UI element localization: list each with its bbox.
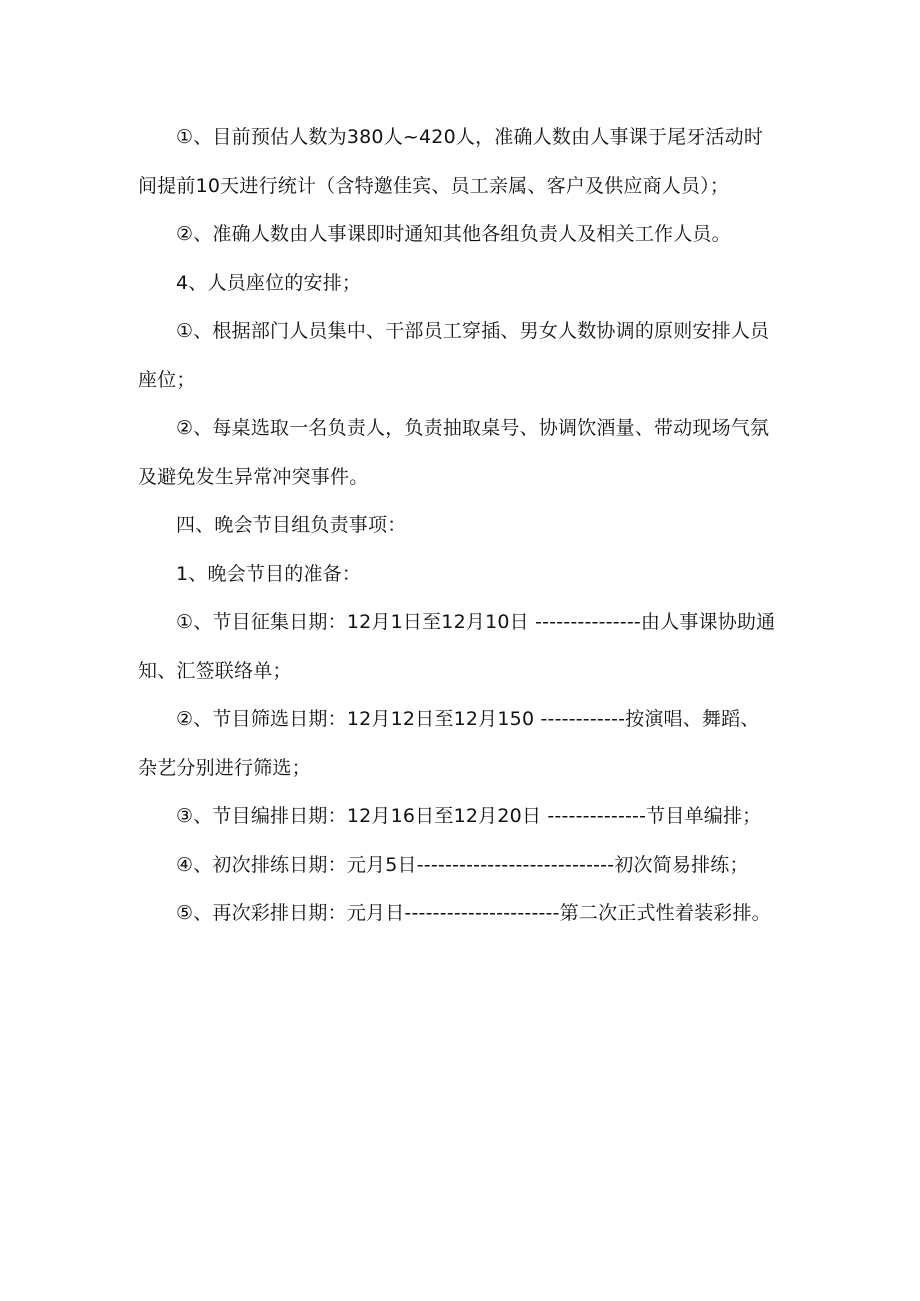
- paragraph-seating-principle: ①、根据部门人员集中、干部员工穿插、男女人数协调的原则安排人员座位；: [138, 320, 770, 391]
- paragraph-first-rehearsal: ④、初次排练日期：元月5日----------------------------初次简易排练；: [176, 853, 749, 876]
- document-body: [138, 113, 778, 938]
- section-heading-seating: 4、人员座位的安排；: [176, 271, 362, 294]
- section-heading-program-group: 四、晚会节目组负责事项：: [176, 514, 407, 536]
- paragraph-table-leader: ②、每桌选取一名负责人，负责抽取桌号、协调饮酒量、带动现场气氛及避免发生异常冲突事件。: [138, 417, 770, 488]
- paragraph-dress-rehearsal: ⑤、再次彩排日期：元月日----------------------第二次正式性着装彩排。: [176, 902, 771, 924]
- paragraph-program-collection: ①、节目征集日期：12月1日至12月10日 ---------------由人事课协助通知、汇签联络单；: [138, 611, 776, 682]
- paragraph-program-screening: ②、节目筛选日期：12月12日至12月150 ------------按演唱、舞蹈、杂艺分别进行筛选；: [138, 708, 760, 779]
- section-heading-program-prep: 1、晚会节目的准备：: [176, 562, 362, 585]
- paragraph-program-arrangement: ③、节目编排日期：12月16日至12月20日 --------------节目单编排；: [176, 805, 762, 827]
- paragraph-headcount-notify: ②、准确人数由人事课即时通知其他各组负责人及相关工作人员。: [176, 223, 731, 245]
- paragraph-headcount-estimate: ①、目前预估人数为380人~420人，准确人数由人事课于尾牙活动时间提前10天进行统计（含特邀佳宾、员工亲属、客户及供应商人员）；: [138, 126, 764, 197]
